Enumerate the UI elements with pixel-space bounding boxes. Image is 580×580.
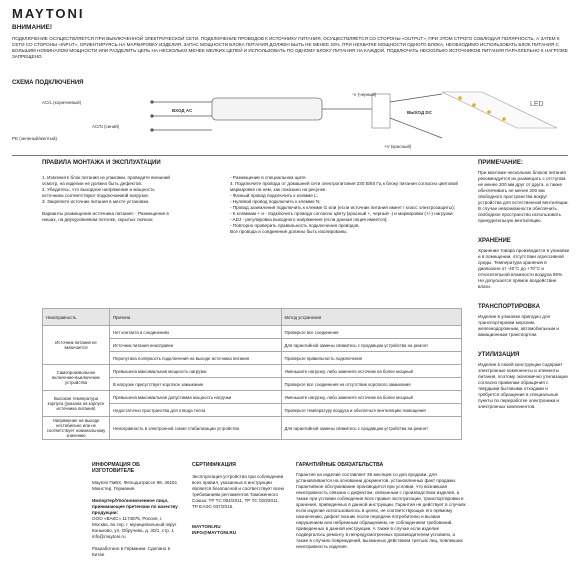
label-ac-n: AC/N (синий): [92, 124, 120, 129]
label-input: ВХОД AC: [172, 108, 193, 113]
wiring-diagram: [12, 88, 568, 154]
table-header: Неисправность: [43, 309, 110, 326]
brand-logo: MAYTONI: [12, 6, 85, 21]
table-row: Напряжение на выходе нестабильно или не соответствует номинальному значению Неисправность в электронной схеме стабилизации устройства Для гарантийной замены свяжитесь с продавцом устройства на ремонт: [43, 417, 462, 440]
table-row: Перепутана полярность подключения на выходе источника питания Проверьте правильность подключения: [43, 352, 462, 365]
note-title: ПРИМЕЧАНИЕ:: [478, 160, 523, 166]
troubleshooting-table: [42, 308, 462, 440]
warranty: ГАРАНТИЙНЫЕ ОБЯЗАТЕЛЬСТВА Гарантия на изделие составляет 36 месяцев со дня продажи, для устанавливается на основании документов, установленных факт продажи. Гарантийное обслуживание производится при условии, что возникшая неисправность связана с дефектом, связанным с производством изделия, а также при условии соблюдения всех правил эксплуатации, транспортировки и хранения, приведенных в данной инструкции. Гарантия не действует в случаях если изделие использовалось в целях, не соответствующих его прямому назначению; дефект возник после передачи потребителю и вызван нарушением или небрежным обращением, не соблюдением требований, приведенных в данной инструкции. А также в случае если изделие подвергалось ремонту в непредусмотренных производителем условиях, а также в случаях повреждений, вызванных действием третьих лиц, повлекших неисправность изделия.: [296, 462, 466, 549]
label-output: ВЫХОД DC: [407, 110, 432, 115]
warning-text: ПОДКЛЮЧЕНИЕ ОСУЩЕСТВЛЯЕТСЯ ПРИ ВЫКЛЮЧЕННОЙ ЭЛЕКТРИЧЕСКОЙ СЕТИ. ПОДКЛЮЧЕНИЕ ПРОВОДОВ К ИСТОЧНИКУ ПИТАНИЯ, ОСУЩЕСТВЛЯЕТСЯ СО СТОРОНЫ «OUTPUT», ПРИ ЭТОМ СТРОГО СОБЛЮДАЯ ПОЛЯРНОСТЬ, А ЗАТЕМ К СЕТИ СО СТОРОНЫ «INPUT», ОРИЕНТИРУЯСЬ НА МАРКИРОВКУ ИЗДЕЛИЯ. ЗАПАС МОЩНОСТИ БЛОКА ПИТАНИЯ ДОЛЖЕН БЫТЬ НЕ МЕНЕЕ 20%. ПРИ НЕХВАТКЕ МОЩНОСТИ ОДНОГО БЛОКА, НЕОБХОДИМО ИСПОЛЬЗОВАТЬ БЛОК ПИТАНИЯ С БОЛЬШИМ НОМИНАЛОМ МОЩНОСТИ ИЛИ РАЗДЕЛИТЬ ЦЕПЬ НА НЕСКОЛЬКО МЕНЕЕ МЕЛКИХ ЦЕПЕЙ И ИСПОЛЬЗОВАТЬ ПО ОДНОМУ БЛОКУ ПИТАНИЯ НА КАЖДОЙ. ПОДКЛЮЧАТЬ НЕСКОЛЬКО ИСТОЧНИКОВ ПИТАНИЯ ПАРАЛЛЕЛЬНО К НАГРУЗКЕ ЗАПРЕЩЕНО.: [12, 36, 568, 60]
table-header: Метод устранения: [281, 309, 462, 326]
table-row: Самопроизвольное включение-выключение устройства Превышена максимальная мощность нагрузки Уменьшите нагрузку, либо замените источник на более мощный: [43, 365, 462, 378]
transport-text: Изделие в упаковке пригодно для транспортировки морским, железнодорожным, автомобильным и авиационным транспортом.: [478, 314, 559, 337]
rules-col2: - Размещение в специальном щите. 4. Подключите провода от домашней сети электропитания 230 В/50 Гц к блоку питания согласно цветовой маркировке на нем, как показано на рисунке. - Фазный провод подключить к клемме L; - Нулевой провод подключить к клемме N; - Провод заземления подключить к клемме G или (если источник питания имеет I класс электрозащиты); - К клеммам + и - подключить провода согласно цвету (красный +, черный -) и маркировки (+/-) нагрузки; - ADJ - регулировка выходного напряжения (если данная опция имеется); - Повторно проверить правильность подключения проводов. Все провода и соединения должны быть изолированы.: [230, 175, 458, 234]
warning-title: ВНИМАНИЕ!: [12, 24, 53, 31]
divider: [12, 155, 568, 156]
table-header: Причина: [110, 309, 282, 326]
manufacturer-info: ИНФОРМАЦИЯ ОБ ИЗГОТОВИТЕЛЕ Maytoni ПиБХ, Фельдштрассе 98, 46161 Мюнстер, Германия Импортер/Уполномоченное лицо, принимающее претензии по качеству продукции: ООО «ВАКС» 1174875, Россия, г. Москва, вн.тер. г. муниципальный округ Коньково, ул. Обручева, д. 30/1, стр. 1 info@maytoni.ru Разработано в Германии. Сделано в Китае: [92, 462, 178, 557]
certification: СЕРТИФИКАЦИЯ Эксплуатация устройства при соблюдении всех правил, указанных в инструкции является безопасной и соответствует всем требованиям регламентов Таможенного Союза: ТР ТС 004/2011, ТР ТС 020/2011, ТР ЕАЭС 037/2016. MAYTONI.RU INFO@MAYTONI.RU: [192, 462, 284, 535]
rules-col1: 1. Извлеките блок питания из упаковки, проведите внешний осмотр, на изделии не должно быть дефектов. 2. Убедитесь, что выходное напряжение и мощность источника соответствуют подключаемой нагрузке. 3. Закрепите источник питания в месте установки. Варианты размещения источника питания: - Размещение в нишах, на двухуровневом потолке, скрытых лючках;: [42, 175, 170, 222]
label-pe: PE (зеленый/желтый): [12, 136, 58, 141]
disposal-title: УТИЛИЗАЦИЯ: [478, 352, 520, 358]
table-row: Источник питания неисправен Для гарантийной замены свяжитесь с продавцом устройства на ремонт: [43, 339, 462, 352]
disposal-text: Изделие в своей конструкции содержит электронные компоненты и элементы питания, поэтому экономично утилизации согласно правилам обращения с твердыми бытовыми отходами и требуется обращение в специальные пункты по переработке электроники и электронных компонентов.: [478, 362, 568, 409]
note-text: При монтаже нескольких блоков питания рекомендуется их размещать с отступом не менее 200 мм друг от друга, а также обеспечивать не менее 200 мм свободного пространства вокруг устройства для естественной вентиляции. В случае невозможности обеспечить свободное пространство использовать принудительную вентиляцию.: [478, 170, 569, 223]
email-link: INFO@MAYTONI.RU: [192, 530, 237, 535]
label-led: LED: [530, 101, 544, 108]
right-column: [478, 160, 570, 410]
rules-title: ПРАВИЛА МОНТАЖА И ЭКСПЛУАТАЦИИ: [42, 160, 161, 166]
diagram-title: СХЕМА ПОДКЛЮЧЕНИЯ: [12, 80, 84, 86]
table-row: Недостаточно пространства для отвода тепла Проверьте температуру воздуха и обеспечьте вентиляцию помещения: [43, 404, 462, 417]
power-supply-body: [212, 98, 322, 120]
label-minus: -V (черный): [352, 92, 377, 97]
label-ac-l: AC/L (коричневый): [42, 100, 82, 105]
storage-text: Хранение товара производится в упаковке и в помещении, отсутствии агрессивной среды. Температура хранения в диапазоне от -40°C до +70°C и относительной влажности воздуха 95%. Не допускается прямое воздействие влаги.: [478, 248, 570, 289]
table-row: Высокая температура корпуса (указана на корпусе источника питания) Превышена максимальная допустимая мощность нагрузки Уменьшите нагрузку, либо замените источник на более мощный: [43, 391, 462, 404]
table-row: В нагрузке присутствует короткое замыкание Проверьте все соединения на отсутствие короткого замыкания: [43, 378, 462, 391]
transport-title: ТРАНСПОРТИРОВКА: [478, 304, 540, 310]
table-row: Источник питания не включается Нет контакта в соединениях Проверьте все соединения: [43, 326, 462, 339]
led-strip: [442, 92, 557, 128]
storage-title: ХРАНЕНИЕ: [478, 238, 511, 244]
site-link: MAYTONI.RU: [192, 524, 221, 529]
label-plus: +V (красный): [384, 144, 412, 149]
